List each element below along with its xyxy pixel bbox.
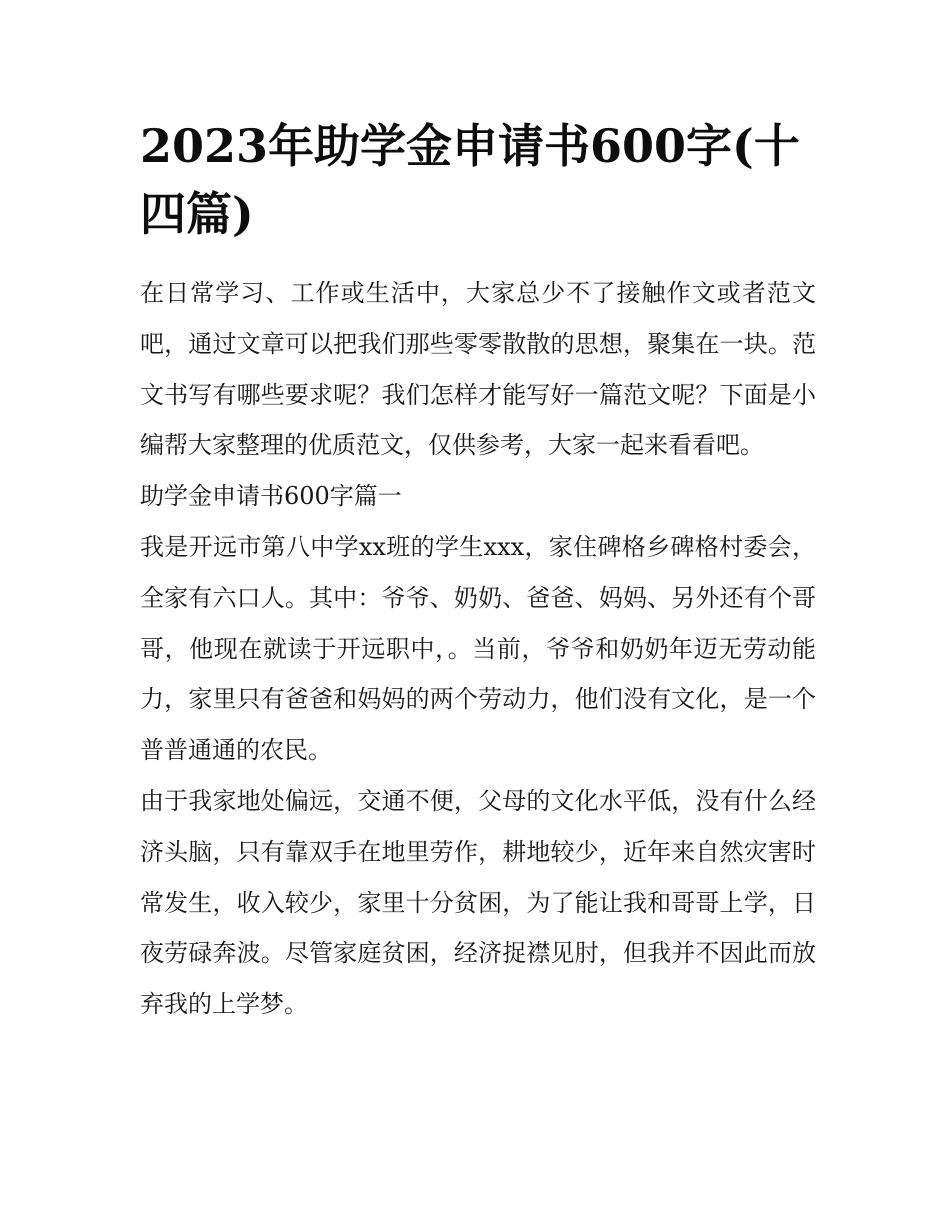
body-paragraph-2: 由于我家地处偏远，交通不便，父母的文化水平低，没有什么经济头脑，只有靠双手在地里劳作，耕地较少，近年来自然灾害时常发生，收入较少，家里十分贫困，为了能让我和哥哥上学，日夜劳碌奔波。尽管家庭贫困，经济捉襟见肘，但我并不因此而放弃我的上学梦。 [140,786,816,1019]
document-title: 2023年助学金申请书600字(十四篇) [140,119,800,241]
intro-paragraph: 在日常学习、工作或生活中，大家总少不了接触作文或者范文吧，通过文章可以把我们那些零零散散的思想，聚集在一块。范文书写有哪些要求呢？我们怎样才能写好一篇范文呢？下面是小编帮大家整理的优质范文，仅供参考，大家一起来看看吧。 [140,279,816,460]
document-page [140,112,816,1030]
body-paragraph-1: 我是开远市第八中学xx班的学生xxx，家住碑格乡碑格村委会，全家有六口人。其中：爷爷、奶奶、爸爸、妈妈、另外还有个哥哥，他现在就读于开远职中，。当前，爷爷和奶奶年迈无劳动能力，家里只有爸爸和妈妈的两个劳动力，他们没有文化，是一个普普通通的农民。 [140,532,816,765]
section-heading: 助学金申请书600字篇一 [140,482,402,511]
document-body [140,268,816,1030]
